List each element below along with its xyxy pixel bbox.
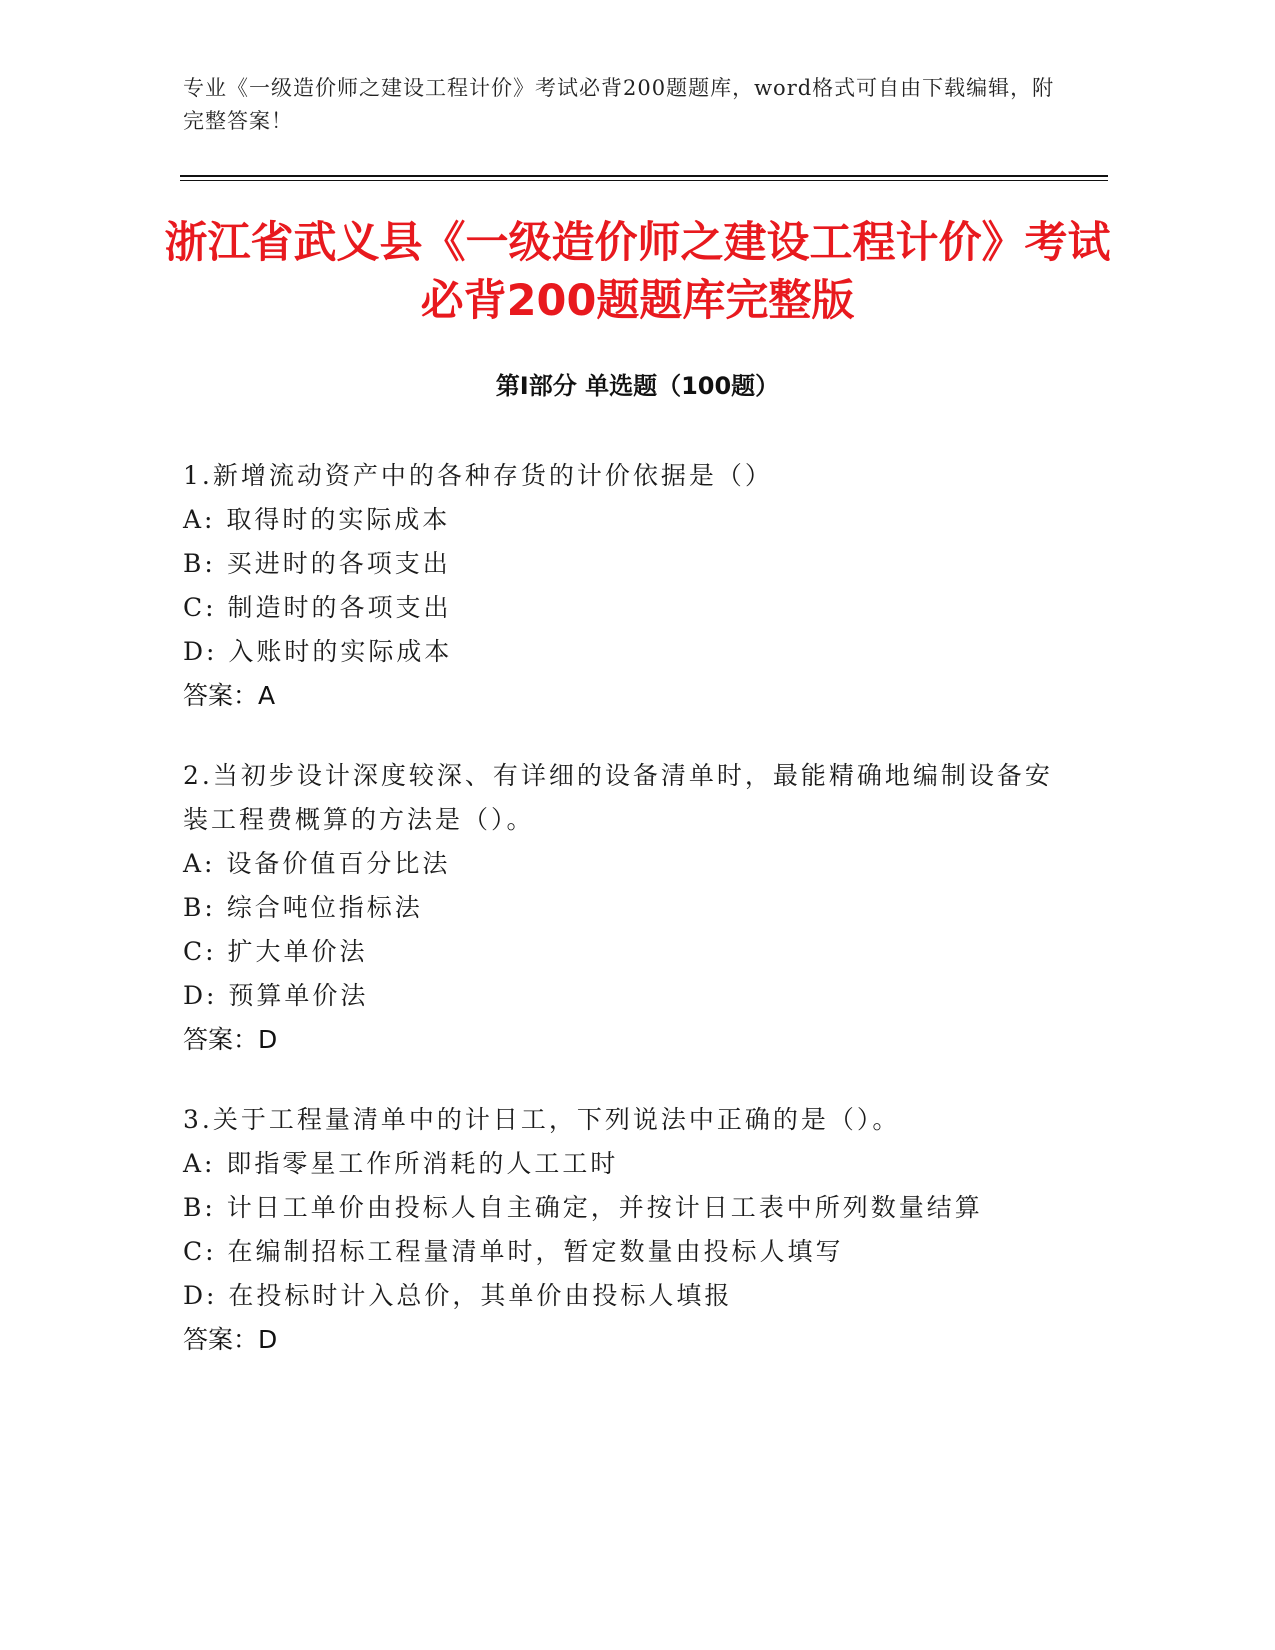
answer-line: 答案：A bbox=[183, 681, 276, 710]
section-heading: 第I部分 单选题（100题） bbox=[495, 372, 780, 400]
question-stem: 1.新增流动资产中的各种存货的计价依据是（） bbox=[183, 461, 773, 490]
option-b: B: 计日工单价由投标人自主确定，并按计日工表中所列数量结算 bbox=[183, 1193, 983, 1222]
question-2 bbox=[183, 754, 1063, 1062]
option-a: A: 设备价值百分比法 bbox=[183, 849, 451, 878]
option-d: D: 预算单价法 bbox=[183, 981, 369, 1010]
question-stem: 3.关于工程量清单中的计日工，下列说法中正确的是（）。 bbox=[183, 1105, 901, 1134]
option-b: B: 买进时的各项支出 bbox=[183, 549, 451, 578]
header-divider-thick bbox=[180, 175, 1108, 177]
option-a: A: 取得时的实际成本 bbox=[183, 505, 451, 534]
question-3 bbox=[183, 1098, 1063, 1362]
option-d: D: 在投标时计入总价，其单价由投标人填报 bbox=[183, 1281, 733, 1310]
answer-line: 答案：D bbox=[183, 1025, 278, 1054]
option-a: A: 即指零星工作所消耗的人工工时 bbox=[183, 1149, 619, 1178]
option-c: C: 扩大单价法 bbox=[183, 937, 368, 966]
option-d: D: 入账时的实际成本 bbox=[183, 637, 453, 666]
answer-line: 答案：D bbox=[183, 1325, 278, 1354]
option-b: B: 综合吨位指标法 bbox=[183, 893, 423, 922]
header-divider-thin bbox=[180, 180, 1108, 181]
question-list bbox=[183, 454, 1063, 1398]
question-1 bbox=[183, 454, 1063, 718]
option-c: C: 制造时的各项支出 bbox=[183, 593, 452, 622]
option-c: C: 在编制招标工程量清单时，暂定数量由投标人填写 bbox=[183, 1237, 844, 1266]
header-note: 专业《一级造价师之建设工程计价》考试必背200题题库，word格式可自由下载编辑，附完整答案！ bbox=[183, 76, 1055, 133]
document-title: 浙江省武义县《一级造价师之建设工程计价》考试必背200题题库完整版 bbox=[164, 218, 1111, 326]
question-stem: 2.当初步设计深度较深、有详细的设备清单时，最能精确地编制设备安装工程费概算的方法是（）。 bbox=[183, 761, 1053, 834]
